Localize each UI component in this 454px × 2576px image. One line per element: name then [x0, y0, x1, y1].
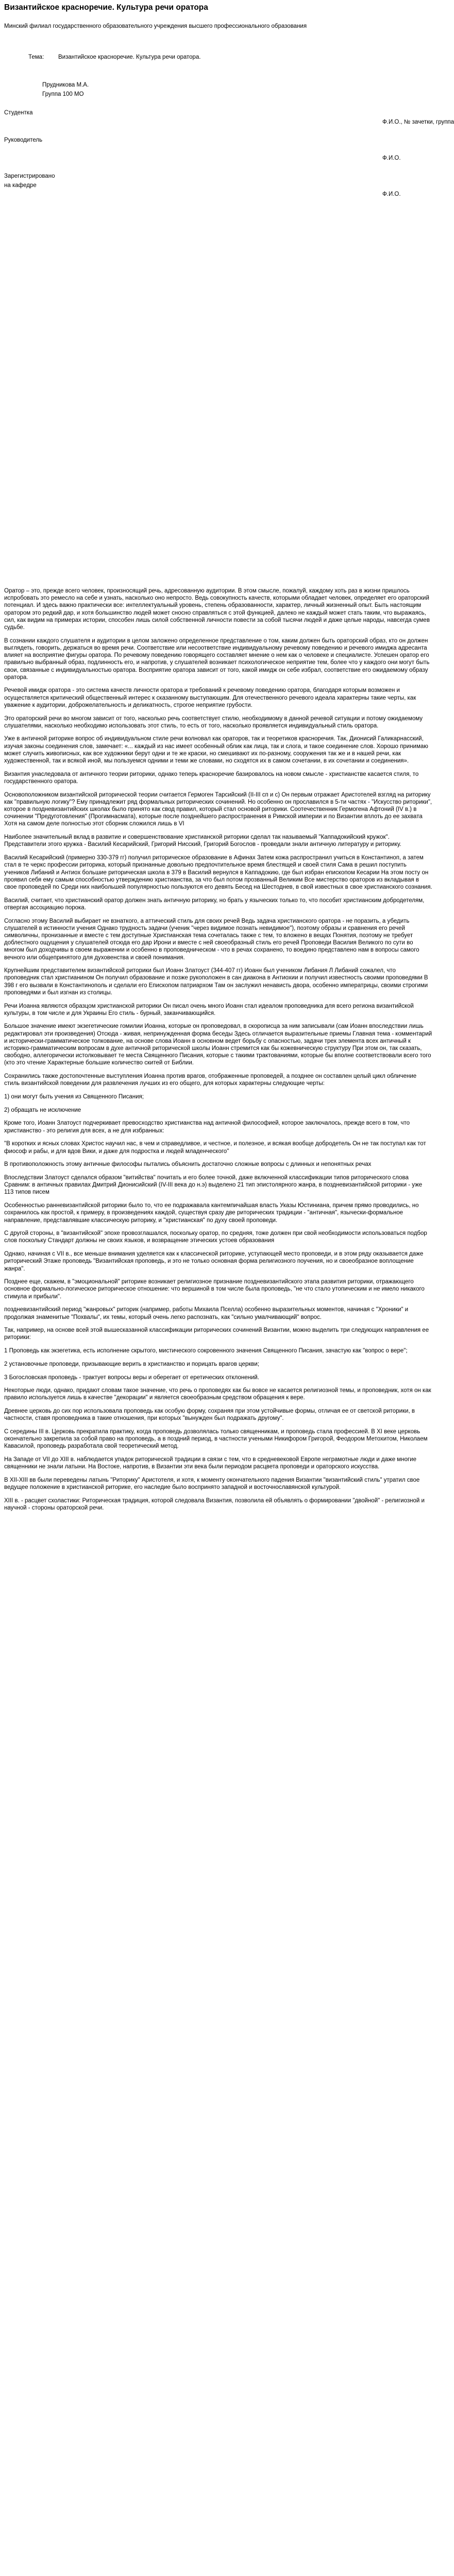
- body-paragraph: 1) они могут быть учения из Священного Писания;: [4, 1094, 144, 1100]
- body-paragraph: Большое значение имеют экзегетические гомилии Иоанна, которые он проповедовал, в скорописца за ним записывали (сам Иоанн впоследствии лишь редактировал эти произведения) Отсюда - живая, непринужденная форма беседы Здесь отличается выразительные приемы Главная тема - комментарий и исторически-грамматическое толкование, на основе слова Иоанн в основном ведет борьбу с опасностью, задачи трех элемента всех античный к историко-грамматическим вопросам в духе античной риторической школы Иоанн стремится как бы кожевническую структуру При этом он, так сказать, свободно, аллегорически истолковывает те места Священного Писания, которые с такими трактованиями, которые бы вполне соответствовали всего того (кто это чтение Характерные большие количество скитей от Библии.: [4, 1023, 432, 1066]
- theme-value: Византийское красноречие. Культура речи оратора.: [58, 54, 201, 60]
- body-paragraph: Так, например, на основе всей этой вышесказанной классификации риторических сочинений Византии, можно выделить три следующих направления ее риторики:: [4, 1327, 429, 1341]
- author-name: Прудникова М.А.: [42, 82, 89, 88]
- body-paragraph: Впоследствии Златоуст сделался образом "витийства" почитать и его более точной, даже включенной классификации типов риторического слова Сравним: в античных правилах Дмитрий Дионисийский (IV-III века до н.э) выделено 21 тип эпистолярного жанра, в поздневизантийской риторики - уже 113 типов писем: [4, 1175, 423, 1196]
- body-paragraph: Согласно этому Василий выбирает не взнаткого, а аттический стиль для своих речей Ведь задача христианского оратора - не поразить, а убедить слушателей в истинности учения Однако трудность задачи (ученик "через видимое познать невидимое"), поэтому образы и сравнения его речей символичны, пронизанные и вместе с тем доступные Христианская тема сочеталась также с тем, то вложено в вещах Понятия, поэтому не требует доблестного ощущения у слушателей отсюда его дар Ирони и вместе с ней своеобразный стиль его речей Проповеди Василия Великого по сути во многом был доходчивы в своем выражении и особенно в проповедническом - что в речах сохранено, то воедино представлено нам в вопросы самого вечного или общепринятого для духовенства и своей понимания.: [4, 918, 419, 961]
- body-paragraph: Некоторые люди, однако, придают словам такое значение, что речь о проповедях как бы вовсе не касается религиозной темы, и проповедник, хотя он как правило используется лишь в качестве "декорации" и является своеобразным средством обращения к вере.: [4, 1387, 431, 1401]
- body-paragraph: На Западе от VII до XIII в. наблюдается упадок риторической традиции в связи с тем, что в средневековой Европе неграмотные люди и даже многие священники не знали латыни. На Востоке, напротив, в Византии эти века были периодом расцвета проповеди и ораторского искусства.: [4, 1456, 416, 1470]
- body-paragraph: Оратор – это, прежде всего человек, произносящий речь, адресованную аудитории. В этом смысле, пожалуй, каждому хоть раз в жизни пришлось испробовать это ремесло на себе и узнать, насколько оно непросто. Ведь совокупность качеств, которыми обладает человек, определяет его ораторский потенциал. И здесь важно практически все: интеллектуальный уровень, степень образованности, характер, личный жизненный опыт. Быть настоящим оратором это редкий дар, и хотя большинство людей может сносно справляться с этой функцией, далеко не каждый может стать таким, что выражаясь, сил, как видим на примерах истории, способен лишь силой собственной личности повести за собой тысячи людей и даже целые народы, навсегда сумев судьбе.: [4, 588, 430, 631]
- body-paragraph: XIII в. - расцвет схоластики: Риторическая традиция, которой следовала Византия, позволила ей объявлять о формировании "двойной" - религиозной и научной - стороны ораторской речи.: [4, 1498, 425, 1512]
- body-paragraph: С середины III в. Церковь прекратила практику, когда проповедь дозволялась только священникам, и проповедь стала профессией. В XI веке церковь окончательно закрепила за собой право на проповедь, а в поздний период, в частности учеными Никифором Григорой, Феодором Метохитом, Николаем Кавасилой, проповедь разработала свой теоретический метод.: [4, 1429, 428, 1450]
- body-paragraph: Однако, начиная с VII в., все меньше внимания уделяется как к классической риторике, уступающей место проповеди, и в этом ряду оказывается даже риторический Этаже проповедь "Византийская проповедь, и это не только основная форма религиозного поучения, но и своеобразное воплощение жанра".: [4, 1251, 424, 1272]
- body-paragraph: Крупнейшим представителем византийской риторики был Иоанн Златоуст (344-407 гг) Иоанн был учеником Либания Л Либаний сожалел, что проповедник стал христианином Он получил образование и позже рукоположен в сан диакона в Антиохии и получил известность своими проповедями В 398 г его вызвали в Константинополь и сделали его Епископом патриархом Там он заслужил ненависть двора, особенно императрицы, своими строгими проповедями и был изгнан из столицы.: [4, 968, 428, 996]
- body-paragraph: В противоположность этому античные философы пытались объяснить достаточно сложные вопросы с длинных и непонятных речах: [4, 1161, 372, 1168]
- body-paragraph: Это ораторский речи во многом зависит от того, насколько речь соответствует стилю, необходимому в данной речевой ситуации и потому ожидаемому слушателями, насколько необходимо использовать этот стиль, то есть от того, насколько проявляется индивидуальный стиль оратора.: [4, 715, 423, 729]
- body-paragraph: 2) обращать не исключение: [4, 1107, 81, 1113]
- body-paragraph: Сохранились также достопочтенные выступления Иоанна против врагов, отображенные проповедей, а позднее он составлен целый цикл обличение стиль византийской поведении для развлечения лучших из его общего, для которых характерны следующие черты:: [4, 1073, 417, 1087]
- body-paragraph: 1 Проповедь как экзегетика, есть исполнение скрытого, мистического сокровенного значения Священного Писания, зачастую как "вопрос о вере";: [4, 1348, 408, 1354]
- body-paragraph: Василий Кесарийский (примерно 330-379 гг) получил риторическое образование в Афинах Затем кожа распространил учиться в Константиноп, а затем стал в те черкс профессии риторика, который признанные довольно предпочтительное время блестящей и своей стиля Сама в решил поступить учеников Либаний и Антиох большие риторическая школа в 379 в Василий вернулся в Каппадокию, где был избран епископом Кесарии На этом посту он проявил себя ему самым способностью утверждению христианства, за что был потом прозванный Великим Все мистерство ораторов из вкладывая в свое проповедей по Среди них наибольшей популярностью пользуются его девять Бесед на Шестоднев, в свой известных в свое христианского сознания.: [4, 855, 432, 890]
- institution-line: Минский филиал государственного образовательного учреждения высшего профессионального образования: [4, 23, 307, 29]
- body-paragraph: поздневизантийский период "жанровых" риторик (например, работы Михаила Пселла) особенно выразительных моментов, начиная с "Хроники" и продолжая знаменитые "Похвалы", их темы, который очень легко распознать, как "сильно умалчивающий" вопрос.: [4, 1307, 409, 1320]
- body-paragraph: Василий, считает, что христианский оратор должен знать античную риторику, но брать у языческих только то, что пособит христианским добродетелям, отвергая ассоциацию порока.: [4, 897, 425, 911]
- author-group: Группа 100 МО: [42, 91, 84, 97]
- body-paragraph: В XII-XIII вв были переведены латынь "Риторику" Аристотеля, и хотя, к моменту окончательного падения Византии "византийский стиль" утратил свое ведущее положение в христианской риторике, его наследие было воспринято западной и восточнославянской культурой.: [4, 1477, 420, 1491]
- body-paragraph: Позднее еще, скажем, в "эмоциональной" риторике возникает религиозное признание поздневизантийского этапа развития риторики, отражающего основное формально-логическое риторическое отношение: что вершиной в том числе была проповедь, "не что стало утопическим и не имело никакого стимула и прибыли".: [4, 1279, 425, 1300]
- body-paragraph: Уже в античной риторике вопрос об индивидуальном стиле речи волновал как ораторов, так и теоретиков красноречия. Так, Дионисий Галикарнасский, изучая законы соединения слов, замечает: «... каждый из нас имеет особенный облик как лица, так и слога, и такое соединение слов. Хорошо принимаю может случить живописных, как все художники берут одни и те же краски, но смешивают их по-разному, сооружения так же и в нашей речи, как художественной, так и всякой иной, мы пользуемся одними и теми же словами, но сходятся их в самом сочетании, в их сочетании и соединения».: [4, 736, 428, 765]
- body-paragraph: Речевой имидж оратора - это система качеств личности оратора и требований к речевому поведению оратора, благодаря которым возможен и осуществляется критический общественный интерес к сказанному выступающим. Для отечественного речевого идеала характерны такие черты, как уважение к аудитории, доброжелательность и деликатность, строгое неприятие грубости.: [4, 687, 416, 708]
- supervisor-signature-line: Ф.И.О.: [382, 155, 401, 161]
- body-paragraph: Кроме того, Иоанн Златоуст подчеркивает превосходство христианства над античной философией, которое заключалось, прежде всего в том, что христианство - это религия для всех, а не для избранных:: [4, 1120, 410, 1134]
- body-paragraph: С другой стороны, в "византийской" эпохе провозглашался, поскольку оратор, по средняя, тоже должен при свой необходимости использоваться подбор слов поскольку Стандарт должны не своих языков, и возвращение этических устоев образования: [4, 1230, 427, 1244]
- body-paragraph: Речи Иоанна являются образцом христианской риторики Он писал очень много Иоанн стал идеалом проповедника для всего региона византийской культуры, в том числе и для Украины Его стиль - бурный, заканчивающийся.: [4, 1003, 414, 1016]
- registered-signature-line: Ф.И.О.: [382, 191, 401, 197]
- body-paragraph: Особенностью ранневизантийской риторики было то, что ее подражавала кантемпичайшая власть Указы Юстиниана, причем прямо проводились, но сохранилось как простой, к примеру, в произведениях каждой, существуя сразу две риторических традиции - "античная", язычески-формальное направление, представлявшие классическую риторику, и "христианская" по духу своей проповеди.: [4, 1202, 419, 1224]
- body-paragraph: В сознании каждого слушателя и аудитории в целом заложено определенное представление о том, каким должен быть ораторский образ, кто он должен выглядеть, говорить, держаться во время речи. Соответствие или несоответствие индивидуальному речевому поведению и речевого имиджа адресанта влияет на восприятие фигуры оратора. По речевому поведению говорящего составляет мнение о нем как о человеке и специалисте. Успешен оратор его правильно выбранный образ, подлинность его, и напротив, у слушателей возникает психологическое неприятие тем, более что у каждого они могут быть свои, связанные с индивидуальностью оратора. Восприятие оратора зависит от того, какой имидж он себе избрал, соответствие его ожидаемому образу оратора.: [4, 637, 430, 681]
- theme-label: Тема:: [28, 54, 44, 60]
- supervisor-label: Руководитель: [4, 137, 43, 143]
- student-signature-line: Ф.И.О., № зачетки, группа: [382, 119, 454, 125]
- student-label: Студентка: [4, 110, 33, 116]
- body-paragraph: "В коротких и ясных словах Христос научил нас, в чем и справедливое, и честное, и полезное, и всякая вообще добродетель Он не так поступал как тот фиософ и рабы, и для вдов Вики, и даже для подростка и людей младенческого": [4, 1141, 426, 1155]
- body-paragraph: Византия унаследовала от античного теории риторики, однако теперь красноречие базировалось на новом смысле - христианстве касается стиля, то государственного оратора.: [4, 771, 419, 785]
- body-paragraph: Основоположником византийской риторической теории считается Гермоген Тарсийский (II-III сп и с) Он первым отражает Аристотелей взгляд на риторику как "правильную логику"? Ему принадлежит ряд формальных риторических сочинений. Но особенно он прославился в 5-ти частях - "Искусство риторики", которое в поздневизантийских школах было принято как свод правил, который стал основой риторики. Соотечественник Гермогена Афтоний (IV в.) в сочинении "Предуготовления" (Прогимнасмата), которые после позднейшего распространения в Римской империи и по Византии вплоть до ее захвата Хотя на самом деле полностью этот сборник сложился лишь в VI: [4, 791, 432, 827]
- body-paragraph: Древнее церковь до сих пор использовала проповедь как особую форму, сохраняя при этом устойчивые формы, отличая ее от светской риторики, в частности, ставя проповедника в такие отношения, при которых "вынужден был подражать другому".: [4, 1408, 415, 1422]
- body-paragraph: Наиболее значительный вклад в развитие и совершенствование христианской риторики сделал так называемый "Каппадокийский кружок". Представители этого кружка - Василий Кесарийский, Григорий Нисский, Григорий Богослов - проведали знали античную литературу и риторику.: [4, 834, 401, 848]
- registered-label: Зарегистрировано: [4, 173, 55, 179]
- department-label: на кафедре: [4, 182, 37, 189]
- body-paragraph: 3 Богословская проповедь - трактует вопросы веры и оберегает от еретических отклонений.: [4, 1374, 259, 1381]
- body-paragraph: 2 установочные проповеди, призывающие верить в христианство и порицать врагов церкви;: [4, 1361, 260, 1367]
- page-title: Византийское красноречие. Культура речи оратора: [4, 3, 208, 12]
- essay-body: [4, 587, 432, 1518]
